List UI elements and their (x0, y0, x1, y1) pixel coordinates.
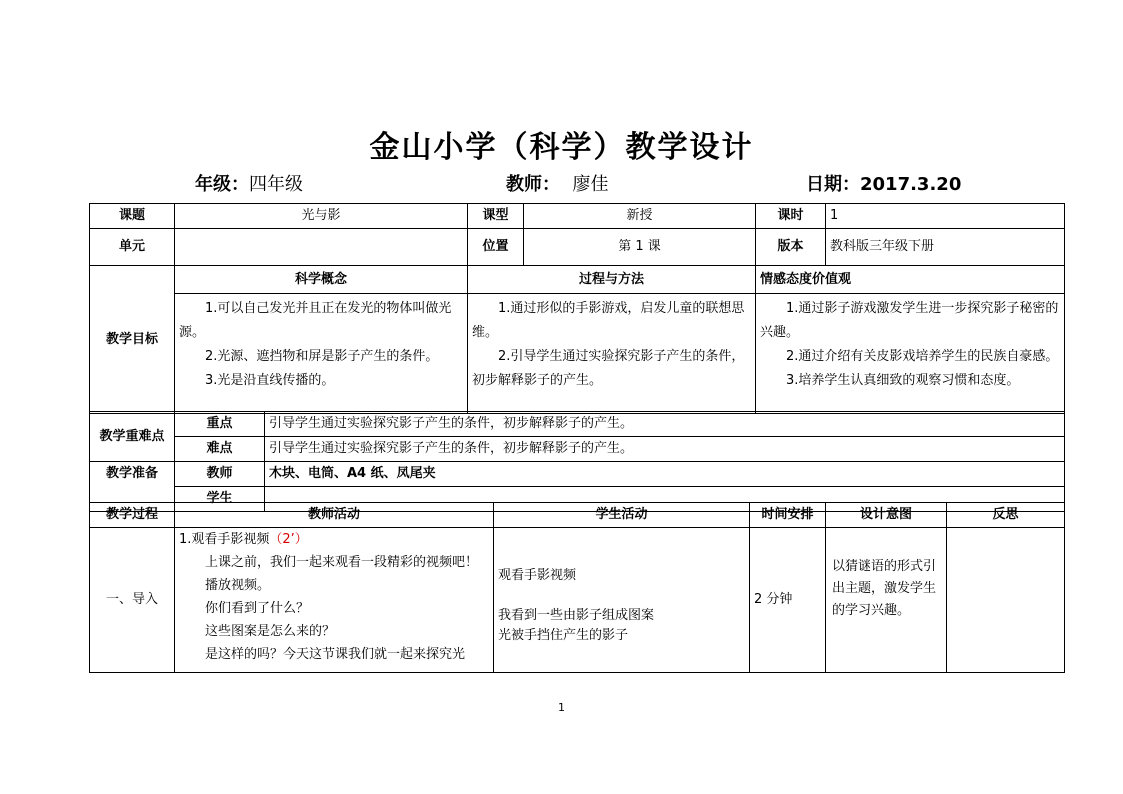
student-activity (494, 528, 750, 673)
topic-label: 课题 (90, 204, 175, 229)
prep-teacher-label: 教师 (175, 462, 265, 487)
teacher-line-2: 播放视频。 (205, 578, 271, 593)
teacher-label: 教师： (506, 174, 560, 195)
activity-title: 1.观看手影视频 (179, 532, 270, 547)
grade-value: 四年级 (249, 174, 303, 195)
key-prep-table (89, 411, 1065, 512)
unit-label: 单元 (90, 229, 175, 266)
prep-label: 教学准备 (90, 462, 175, 512)
reflection-cell (947, 528, 1065, 673)
edition-value: 教科版三年级下册 (826, 229, 1065, 266)
date-value: 2017.3.20 (860, 174, 962, 195)
unit-value (175, 229, 468, 266)
attitude-goal-2: 2.通过介绍有关皮影戏培养学生的民族自豪感。 (786, 349, 1059, 364)
concept-goal-1: 1.可以自己发光并且正在发光的物体叫做光源。 (179, 301, 452, 340)
student-line-1: 观看手影视频 (498, 568, 577, 583)
focus-value: 引导学生通过实验探究影子产生的条件，初步解释影子的产生。 (265, 412, 1065, 437)
date-label: 日期： (806, 174, 860, 195)
concept-header: 科学概念 (175, 266, 468, 294)
student-line-3: 光被手挡住产生的影子 (498, 628, 629, 643)
activity-time: （2’） (269, 532, 308, 547)
grade-field (195, 170, 303, 196)
process-header-reflection: 反思 (947, 503, 1065, 528)
key-label: 教学重难点 (90, 412, 175, 462)
teacher-line-4: 这些图案是怎么来的？ (205, 624, 336, 639)
page-number: 1 (558, 701, 565, 714)
prep-teacher-value: 木块、电筒、A4 纸、凤尾夹 (265, 462, 1065, 487)
grade-label: 年级： (195, 174, 249, 195)
position-label: 位置 (468, 229, 524, 266)
process-goal-1: 1.通过形似的手影游戏，启发儿童的联想思维。 (472, 301, 745, 340)
time-cell: 2 分钟 (750, 528, 826, 673)
process-header-teacher: 教师活动 (175, 503, 494, 528)
attitude-goals (756, 294, 1065, 414)
type-value: 新授 (524, 204, 756, 229)
process-header: 过程与方法 (468, 266, 756, 294)
attitude-header: 情感态度价值观 (756, 266, 1065, 294)
teacher-line-3: 你们看到了什么？ (205, 601, 310, 616)
hours-label: 课时 (756, 204, 826, 229)
process-header-intent: 设计意图 (826, 503, 947, 528)
teacher-field (506, 170, 609, 196)
difficulty-label: 难点 (175, 437, 265, 462)
attitude-goal-3: 3.培养学生认真细致的观察习惯和态度。 (786, 373, 1020, 388)
lesson-info-table (89, 203, 1065, 414)
hours-value: 1 (826, 204, 1065, 229)
process-goals (468, 294, 756, 414)
concept-goal-3: 3.光是沿直线传播的。 (205, 373, 335, 388)
process-goal-2: 2.引导学生通过实验探究影子产生的条件，初步解释影子的产生。 (472, 349, 745, 388)
page-title: 金山小学（科学）教学设计 (369, 130, 754, 165)
difficulty-value: 引导学生通过实验探究影子产生的条件，初步解释影子的产生。 (265, 437, 1065, 462)
concept-goal-2: 2.光源、遮挡物和屏是影子产生的条件。 (205, 349, 439, 364)
topic-value: 光与影 (175, 204, 468, 229)
type-label: 课型 (468, 204, 524, 229)
intent-cell: 以猜谜语的形式引出主题，激发学生的学习兴趣。 (826, 528, 947, 673)
teacher-line-5: 是这样的吗？今天这节课我们就一起来探究光 (205, 647, 466, 662)
teacher-activity (175, 528, 494, 673)
focus-label: 重点 (175, 412, 265, 437)
stage-cell: 一、导入 (90, 528, 175, 673)
attitude-goal-1: 1.通过影子游戏激发学生进一步探究影子秘密的兴趣。 (760, 301, 1059, 340)
process-header-time: 时间安排 (750, 503, 826, 528)
process-header-student: 学生活动 (494, 503, 750, 528)
prep-student-label: 学生 (175, 487, 265, 512)
teacher-value: 廖佳 (572, 174, 609, 195)
edition-label: 版本 (756, 229, 826, 266)
student-line-2: 我看到一些由影子组成图案 (498, 608, 655, 623)
process-table (89, 502, 1065, 673)
process-header-stage: 教学过程 (90, 503, 175, 528)
position-value: 第 1 课 (524, 229, 756, 266)
date-field (806, 170, 961, 196)
concept-goals (175, 294, 468, 414)
teacher-line-1: 上课之前，我们一起来观看一段精彩的视频吧！ (205, 555, 479, 570)
goals-label: 教学目标 (90, 266, 175, 414)
